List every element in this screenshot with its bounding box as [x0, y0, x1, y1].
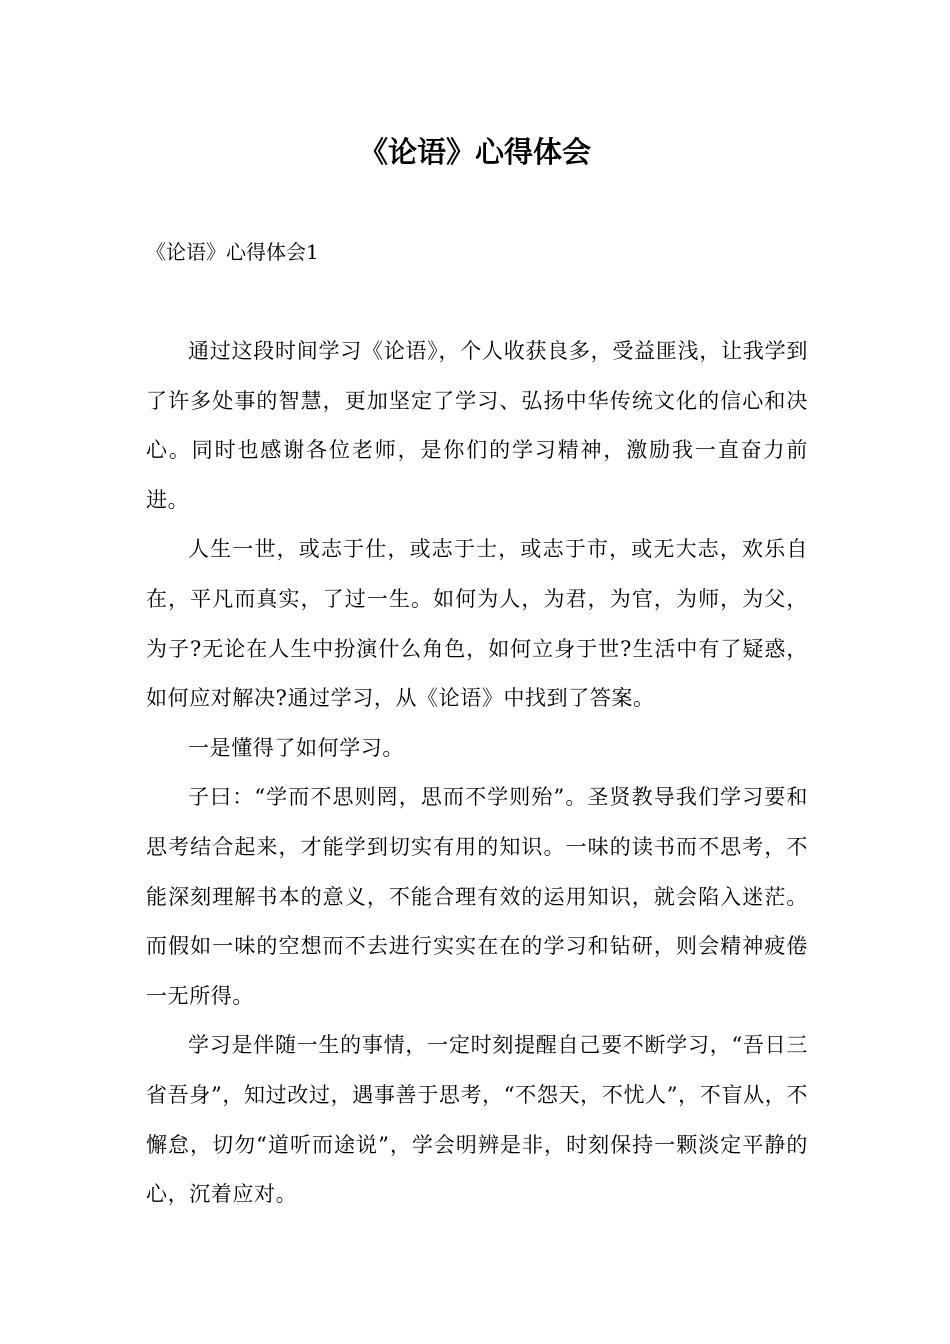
document-body [146, 327, 808, 1220]
paragraph: 子曰：“学而不思则罔，思而不学则殆”。圣贤教导我们学习要和思考结合起来，才能学到切实有用的知识。一味的读书而不思考，不能深刻理解书本的意义，不能合理有效的运用知识，就会陷入迷茫。而假如一味的空想而不去进行实实在在的学习和钻研，则会精神疲倦一无所得。 [146, 785, 808, 1008]
paragraph: 学习是伴随一生的事情，一定时刻提醒自己要不断学习，“吾日三省吾身”，知过改过，遇事善于思考，“不怨天，不忧人”，不盲从，不懈怠，切勿“道听而途说”，学会明辨是非，时刻保持一颗淡定平静的心，沉着应对。 [146, 1033, 808, 1207]
document-title: 《论语》心得体会 [358, 135, 591, 169]
document-subtitle: 《论语》心得体会1 [146, 240, 319, 264]
paragraph: 通过这段时间学习《论语》，个人收获良多，受益匪浅，让我学到了许多处事的智慧，更加坚定了学习、弘扬中华传统文化的信心和决心。同时也感谢各位老师，是你们的学习精神，激励我一直奋力前进。 [146, 339, 808, 512]
paragraph: 人生一世，或志于仕，或志于士，或志于市，或无大志，欢乐自在，平凡而真实，了过一生。如何为人，为君，为官，为师，为父，为子?无论在人生中扮演什么角色，如何立身于世?生活中有了疑惑，如何应对解决?通过学习，从《论语》中找到了答案。 [146, 537, 808, 711]
paragraph: 一是懂得了如何学习。 [188, 735, 404, 760]
